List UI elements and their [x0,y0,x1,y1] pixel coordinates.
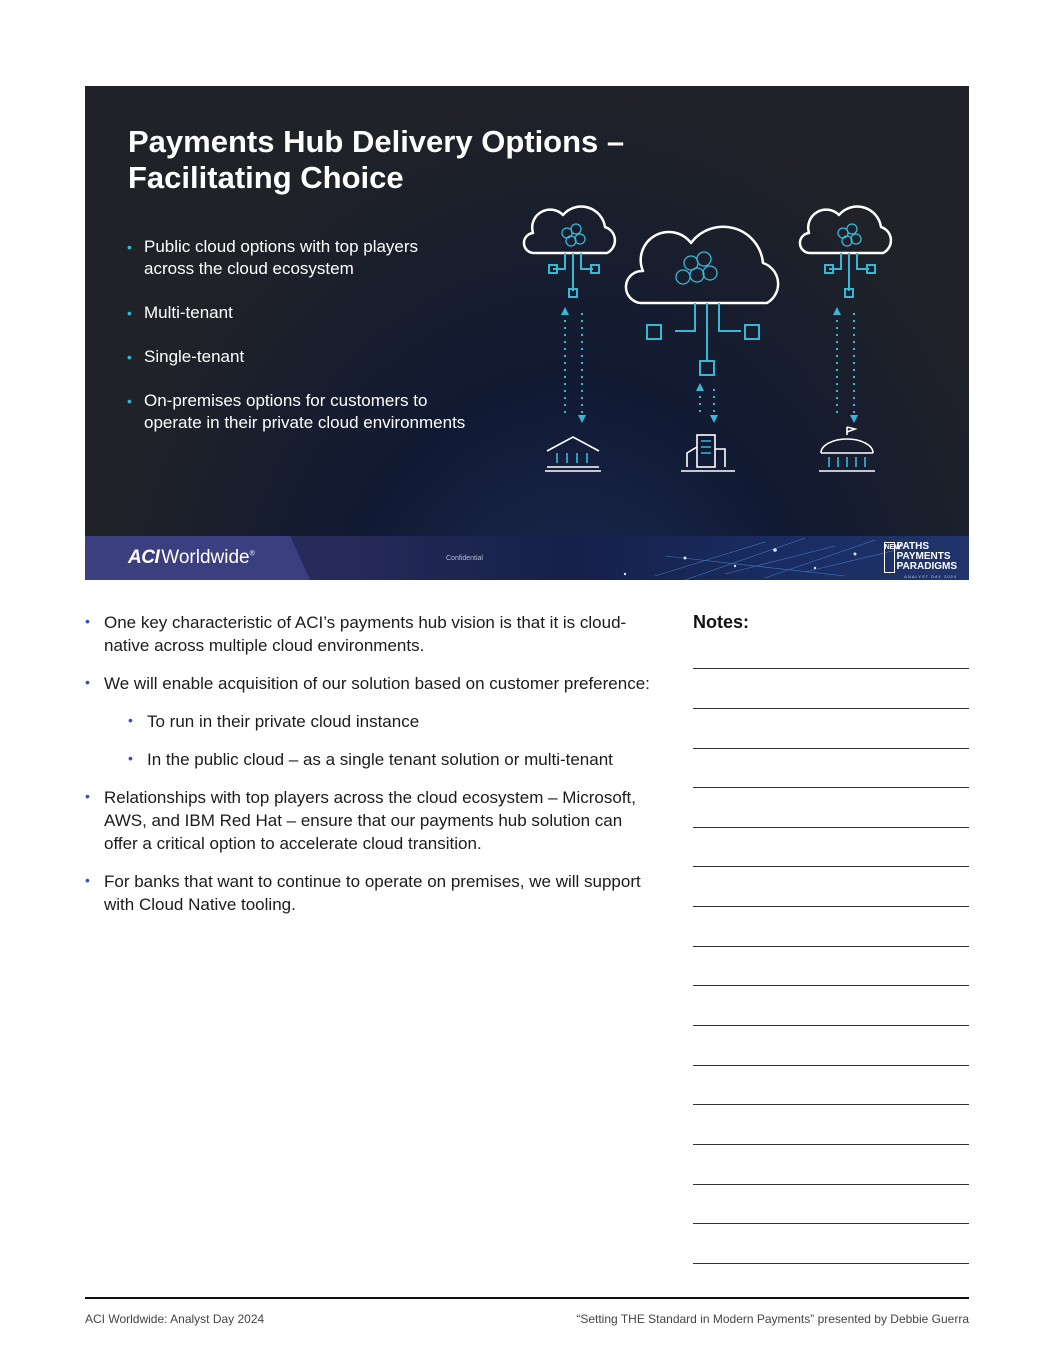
footer-divider [85,1297,969,1299]
slide-bullet: • Single-tenant [127,346,467,368]
footer-presentation-label: “Setting THE Standard in Modern Payments” presented by Debbie Guerra [576,1312,969,1326]
connector-lines [549,253,875,375]
footer-event-label: ACI Worldwide: Analyst Day 2024 [85,1312,265,1326]
slide-title [128,124,728,196]
slide-bullet-list [127,236,467,456]
list-item: • Relationships with top players across the cloud ecosystem – Microsoft, AWS, and IBM Red Hat – ensure that our payments hub solution can offer a critical option to accelerate cloud transition. [85,786,660,855]
confidential-label: Confidential [446,555,483,562]
slide-title-line1: Payments Hub Delivery Options – [128,124,625,159]
slide-footer-bar [85,536,969,580]
slide-image [85,86,969,580]
bank-icon [545,437,601,471]
slide-bullet: • On-premises options for customers to operate in their private cloud environments [127,390,467,434]
list-item: • For banks that want to continue to operate on premises, we will support with Cloud Native tooling. [85,870,660,916]
note-line[interactable] [693,946,969,947]
note-line[interactable] [693,1025,969,1026]
note-line[interactable] [693,866,969,867]
note-line[interactable] [693,1065,969,1066]
note-line[interactable] [693,906,969,907]
speaker-notes-list [85,611,660,931]
cloud-icon [626,227,778,303]
list-item: • To run in their private cloud instance [128,710,660,733]
government-building-icon [819,427,875,471]
slide-title-line2: Facilitating Choice [128,160,404,195]
notes-heading: Notes: [693,612,750,632]
new-paths-payments-paradigms-logo: NEWPATHS PAYMENTS PARADIGMS ANALYST DAY 2024 [884,541,957,579]
list-item: • In the public cloud – as a single tenant solution or multi-tenant [128,748,660,771]
list-item: • One key characteristic of ACI’s payments hub vision is that it is cloud-native across multiple cloud environments. [85,611,660,657]
note-line[interactable] [693,827,969,828]
data-flow-arrows [565,313,854,417]
note-line[interactable] [693,1223,969,1224]
note-line[interactable] [693,787,969,788]
note-line[interactable] [693,1144,969,1145]
office-building-icon [681,435,735,471]
slide-bullet: • Multi-tenant [127,302,467,324]
slide-bullet: • Public cloud options with top players across the cloud ecosystem [127,236,467,280]
note-line[interactable] [693,1263,969,1264]
list-item: • We will enable acquisition of our solution based on customer preference: [85,672,660,695]
note-line[interactable] [693,708,969,709]
cloud-diagram [505,191,905,491]
note-line[interactable] [693,1184,969,1185]
note-line[interactable] [693,1104,969,1105]
aci-worldwide-logo: ACI Worldwide® [128,547,255,568]
note-line[interactable] [693,985,969,986]
note-line[interactable] [693,668,969,669]
note-line[interactable] [693,748,969,749]
